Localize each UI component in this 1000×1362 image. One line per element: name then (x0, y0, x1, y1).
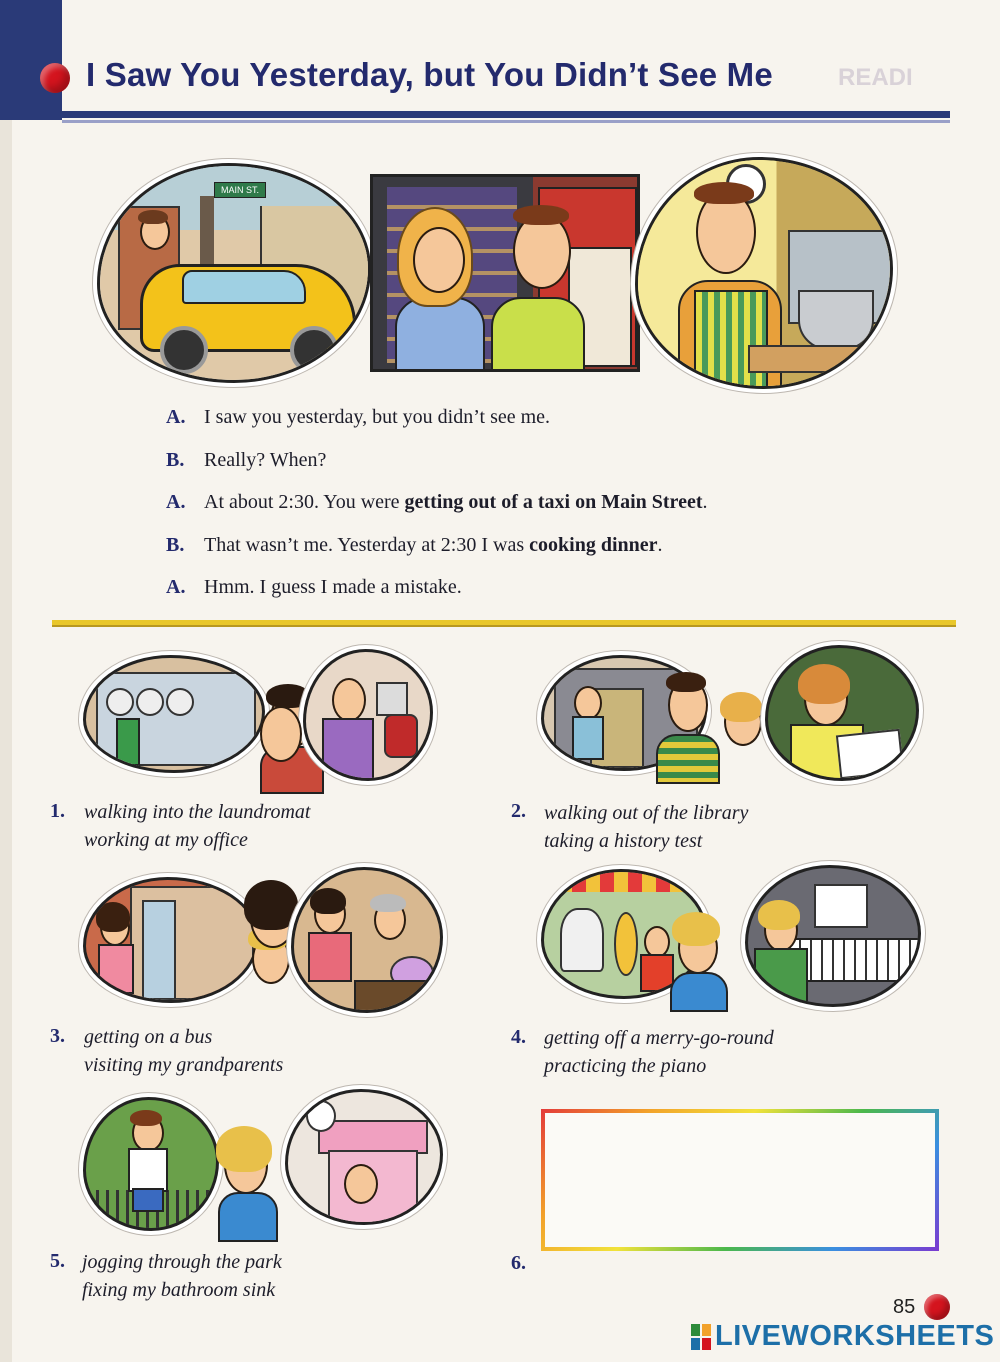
dialog-line-3 (166, 491, 707, 514)
page-number: 85 (893, 1296, 916, 1318)
street-sign: MAIN ST. (214, 182, 266, 198)
dialog-text: Hmm. I guess I made a mistake. (204, 576, 462, 598)
page-edge-strip (0, 0, 62, 120)
kitchen-scene (638, 160, 890, 386)
carousel-horse-icon (560, 908, 604, 972)
exercise-cue: getting on a bus (84, 1026, 213, 1048)
exercise-answer: practicing the piano (544, 1055, 707, 1077)
title-rule-underline (62, 120, 950, 123)
exercise-answer: visiting my grandparents (84, 1054, 284, 1076)
exercise-cue: jogging through the park (82, 1251, 282, 1273)
hero-illustration (94, 160, 896, 392)
pot-icon (798, 290, 874, 350)
exercise-cue: walking into the laundromat (84, 801, 311, 823)
dialog-text: At about 2:30. You were (204, 491, 405, 513)
exercise-answer: working at my office (84, 829, 248, 851)
exercise-number: 1. (50, 800, 65, 822)
exercise-6-blank-box (541, 1109, 939, 1251)
dialog-line-1 (166, 406, 550, 429)
exercise-number: 5. (50, 1250, 65, 1272)
exercise-number: 3. (50, 1025, 65, 1047)
speaker-label: A. (166, 491, 186, 513)
dialog-text: That wasn’t me. Yesterday at 2:30 I was (204, 534, 530, 556)
dialog-bold-phrase: cooking dinner (529, 534, 658, 556)
exercise-5-illustration (82, 1092, 442, 1238)
dialog-line-5 (166, 576, 462, 599)
watermark: LIVEWORKSHEETS (715, 1320, 995, 1352)
exercise-answer: fixing my bathroom sink (82, 1279, 276, 1301)
store-scene (370, 174, 640, 372)
exercise-1-illustration (80, 648, 432, 790)
exercise-3-illustration (80, 870, 440, 1012)
dialog-bold-phrase: getting out of a taxi on Main Street (404, 491, 703, 513)
speaker-label: A. (166, 406, 186, 428)
exercise-2-illustration (538, 648, 918, 784)
bleed-through-heading: READI (838, 64, 913, 91)
dialog-text: I saw you yesterday, but you didn’t see me. (204, 406, 551, 428)
dialog-text-end: . (657, 534, 663, 556)
exercise-number: 4. (511, 1026, 526, 1048)
speaker-label: B. (166, 449, 185, 471)
page-bullet-icon (924, 1294, 950, 1320)
liveworksheets-logo-icon (690, 1322, 712, 1352)
speaker-label: B. (166, 534, 185, 556)
exercise-4-illustration (538, 862, 918, 1008)
exercise-cue: walking out of the library (544, 802, 749, 824)
exercise-number: 2. (511, 800, 526, 822)
exercise-answer: taking a history test (544, 830, 703, 852)
dialog-line-4 (166, 534, 663, 557)
lesson-title: I Saw You Yesterday, but You Didn’t See Me (86, 56, 773, 93)
dialog-line-2 (166, 449, 326, 472)
page-gutter (0, 120, 12, 1362)
dialog-text: Really? When? (204, 449, 327, 471)
section-divider (52, 620, 956, 625)
sheet-music-icon (814, 884, 868, 928)
title-bullet-icon (40, 63, 70, 93)
title-rule (62, 111, 950, 118)
exercise-number: 6. (511, 1252, 526, 1274)
sink-icon (318, 1120, 428, 1154)
taxi-scene (100, 166, 368, 380)
dialog-text-end: . (702, 491, 708, 513)
speaker-label: A. (166, 576, 186, 598)
exercise-cue: getting off a merry-go-round (544, 1027, 774, 1049)
